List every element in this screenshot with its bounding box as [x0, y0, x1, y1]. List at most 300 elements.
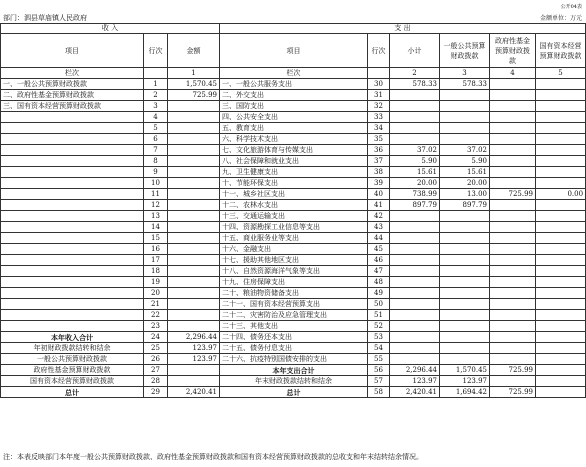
col-header-state: 国有资本经营预算财政拨款: [536, 34, 586, 68]
expense-subtotal: [390, 112, 440, 123]
table-row: [1, 266, 586, 277]
expense-general: 37.02: [440, 145, 490, 156]
expense-fund: 725.99: [490, 365, 536, 376]
col-index-row: [1, 68, 586, 79]
income-row-no: 22: [144, 310, 168, 321]
expense-general: [440, 123, 490, 134]
income-row-no: 9: [144, 167, 168, 178]
expense-subtotal: [390, 332, 440, 343]
income-row-no: 15: [144, 233, 168, 244]
expense-state: 0.00: [536, 189, 586, 200]
expense-state: [536, 299, 586, 310]
col-header-fund: 政府性基金预算财政拨款: [490, 34, 536, 68]
expense-fund: [490, 233, 536, 244]
expense-subtotal: [390, 321, 440, 332]
expense-fund: [490, 222, 536, 233]
expense-fund: [490, 167, 536, 178]
income-amount: [168, 321, 220, 332]
expense-fund: [490, 101, 536, 112]
col-header-general: 一般公共预算财政拨款: [440, 34, 490, 68]
expense-general: [440, 332, 490, 343]
income-item: [1, 134, 144, 145]
expense-item: 四、公共安全支出: [220, 112, 368, 123]
income-item: [1, 321, 144, 332]
expense-subtotal: 2,296.44: [390, 365, 440, 376]
income-row-no: 3: [144, 101, 168, 112]
expense-fund: [490, 299, 536, 310]
col-header-subtotal: 小计: [390, 34, 440, 68]
income-row-no: 1: [144, 79, 168, 90]
table-row: [1, 123, 586, 134]
income-amount: [168, 156, 220, 167]
expense-subtotal: [390, 343, 440, 354]
income-amount: [168, 266, 220, 277]
expense-state: [536, 310, 586, 321]
col-index-subtotal: 2: [390, 68, 440, 79]
expense-item: 二十、粮油物资储备支出: [220, 288, 368, 299]
income-item: [1, 255, 144, 266]
expense-general: [440, 244, 490, 255]
expense-state: [536, 211, 586, 222]
expense-subtotal: 5.90: [390, 156, 440, 167]
expense-general: 1,694.42: [440, 387, 490, 398]
expense-item: 二十四、债务还本支出: [220, 332, 368, 343]
income-item: [1, 211, 144, 222]
expense-item: 二十二、灾害防治及应急管理支出: [220, 310, 368, 321]
expense-row-no: 58: [368, 387, 390, 398]
expense-item: 十五、商业服务业等支出: [220, 233, 368, 244]
expense-state: [536, 332, 586, 343]
expense-item: 十九、住房保障支出: [220, 277, 368, 288]
expense-item: 七、文化旅游体育与传媒支出: [220, 145, 368, 156]
table-row: [1, 354, 586, 365]
expense-fund: [490, 244, 536, 255]
expense-fund: [490, 310, 536, 321]
col-index-blank: [368, 68, 390, 79]
expense-row-no: 40: [368, 189, 390, 200]
expense-item: 十三、交通运输支出: [220, 211, 368, 222]
income-item: [1, 200, 144, 211]
expense-item: 十一、城乡社区支出: [220, 189, 368, 200]
table-row: [1, 90, 586, 101]
income-row-no: 2: [144, 90, 168, 101]
income-row-no: 21: [144, 299, 168, 310]
income-amount: [168, 277, 220, 288]
expense-item: 一、一般公共服务支出: [220, 79, 368, 90]
col-index-general: 3: [440, 68, 490, 79]
table-row: [1, 156, 586, 167]
expense-subtotal: [390, 101, 440, 112]
expense-state: [536, 266, 586, 277]
expense-row-no: 36: [368, 145, 390, 156]
col-index-blank: [144, 68, 168, 79]
income-amount: [168, 134, 220, 145]
expense-fund: [490, 79, 536, 90]
expense-state: [536, 156, 586, 167]
expense-subtotal: [390, 299, 440, 310]
expense-item: 九、卫生健康支出: [220, 167, 368, 178]
income-row-no: 6: [144, 134, 168, 145]
budget-table: [0, 23, 586, 398]
col-header-exp-row: 行次: [368, 34, 390, 68]
expense-row-no: 51: [368, 310, 390, 321]
income-item: [1, 167, 144, 178]
income-amount: [168, 123, 220, 134]
expense-fund: [490, 321, 536, 332]
unit-label: 金额单位：万元: [539, 15, 582, 22]
income-amount: [168, 244, 220, 255]
expense-row-no: 31: [368, 90, 390, 101]
table-row: [1, 112, 586, 123]
expense-state: [536, 222, 586, 233]
expense-general: [440, 101, 490, 112]
expense-item: 二、外交支出: [220, 90, 368, 101]
expense-row-no: 47: [368, 266, 390, 277]
expense-fund: 725.99: [490, 189, 536, 200]
income-item: 国有资本经营预算财政拨款: [1, 376, 144, 387]
expense-subtotal: [390, 266, 440, 277]
income-amount: 1,570.45: [168, 79, 220, 90]
expense-general: [440, 266, 490, 277]
department-label: 部门：泗县草庙镇人民政府: [3, 14, 87, 22]
income-item: [1, 310, 144, 321]
expense-fund: [490, 90, 536, 101]
income-amount: [168, 376, 220, 387]
expense-general: [440, 321, 490, 332]
income-item: [1, 233, 144, 244]
income-row-no: 7: [144, 145, 168, 156]
expense-item: 十二、农林水支出: [220, 200, 368, 211]
expense-general: [440, 288, 490, 299]
table-row: [1, 79, 586, 90]
table-row: [1, 376, 586, 387]
income-row-no: 10: [144, 178, 168, 189]
income-row-no: 4: [144, 112, 168, 123]
expense-general: 5.90: [440, 156, 490, 167]
expense-fund: [490, 123, 536, 134]
income-row-no: 13: [144, 211, 168, 222]
income-item: 二、政府性基金预算财政拨款: [1, 90, 144, 101]
income-row-no: 28: [144, 376, 168, 387]
expense-general: [440, 211, 490, 222]
income-amount: 2,296.44: [168, 332, 220, 343]
col-header-item: 项目: [1, 34, 144, 68]
expense-row-no: 48: [368, 277, 390, 288]
expense-state: [536, 321, 586, 332]
table-row: [1, 244, 586, 255]
income-item: [1, 156, 144, 167]
table-row: [1, 101, 586, 112]
expense-subtotal: 20.00: [390, 178, 440, 189]
expense-subtotal: [390, 310, 440, 321]
expense-fund: [490, 178, 536, 189]
income-item: [1, 123, 144, 134]
expense-subtotal: [390, 277, 440, 288]
income-item: [1, 222, 144, 233]
income-amount: [168, 255, 220, 266]
income-item: 年初财政拨款结转和结余: [1, 343, 144, 354]
table-row: [1, 321, 586, 332]
expense-state: [536, 112, 586, 123]
expense-subtotal: [390, 222, 440, 233]
expense-state: [536, 167, 586, 178]
expense-subtotal: 15.61: [390, 167, 440, 178]
income-item: 本年收入合计: [1, 332, 144, 343]
expense-subtotal: 738.99: [390, 189, 440, 200]
income-row-no: 25: [144, 343, 168, 354]
expense-row-no: 33: [368, 112, 390, 123]
expense-subtotal: [390, 211, 440, 222]
expense-item: 二十五、债务付息支出: [220, 343, 368, 354]
income-amount: [168, 101, 220, 112]
expense-row-no: 43: [368, 222, 390, 233]
expense-subtotal: 897.79: [390, 200, 440, 211]
table-row: [1, 365, 586, 376]
expense-row-no: 56: [368, 365, 390, 376]
expense-subtotal: 123.97: [390, 376, 440, 387]
expense-row-no: 45: [368, 244, 390, 255]
income-amount: [168, 299, 220, 310]
expense-state: [536, 134, 586, 145]
expense-general: 20.00: [440, 178, 490, 189]
expense-item: 二十六、抗疫特别国债安排的支出: [220, 354, 368, 365]
expense-fund: [490, 134, 536, 145]
table-note: 注：本表反映部门本年度一般公共预算财政拨款、政府性基金预算财政拨款和国有资本经营预算财政拨款的总收支和年末结转结余情况。: [3, 453, 423, 461]
expense-state: [536, 365, 586, 376]
expense-general: [440, 299, 490, 310]
income-row-no: 11: [144, 189, 168, 200]
income-amount: [168, 178, 220, 189]
expense-fund: [490, 354, 536, 365]
expense-general: [440, 222, 490, 233]
income-item: [1, 277, 144, 288]
expense-state: [536, 101, 586, 112]
expense-row-no: 37: [368, 156, 390, 167]
expense-fund: [490, 332, 536, 343]
expense-fund: [490, 145, 536, 156]
expense-subtotal: [390, 233, 440, 244]
expense-item: 三、国防支出: [220, 101, 368, 112]
expense-subtotal: 2,420.41: [390, 387, 440, 398]
income-section-header: 收 入: [1, 24, 220, 34]
expense-item: 六、科学技术支出: [220, 134, 368, 145]
income-amount: [168, 145, 220, 156]
income-amount: [168, 189, 220, 200]
section-header-row: [1, 24, 586, 34]
expense-fund: 725.99: [490, 387, 536, 398]
income-amount: 2,420.41: [168, 387, 220, 398]
expense-subtotal: [390, 134, 440, 145]
expense-row-no: 42: [368, 211, 390, 222]
table-row: [1, 277, 586, 288]
expense-general: 897.79: [440, 200, 490, 211]
income-item: [1, 178, 144, 189]
income-item: 一般公共预算财政拨款: [1, 354, 144, 365]
expense-item: 二十三、其他支出: [220, 321, 368, 332]
income-item: 政府性基金预算财政拨款: [1, 365, 144, 376]
table-row: [1, 332, 586, 343]
income-item: 一、一般公共预算财政拨款: [1, 79, 144, 90]
expense-fund: [490, 277, 536, 288]
income-item: [1, 112, 144, 123]
expense-general: 15.61: [440, 167, 490, 178]
income-row-no: 29: [144, 387, 168, 398]
income-amount: [168, 233, 220, 244]
income-row-no: 20: [144, 288, 168, 299]
expense-row-no: 34: [368, 123, 390, 134]
expense-state: [536, 387, 586, 398]
table-row: [1, 255, 586, 266]
income-item: [1, 145, 144, 156]
income-row-no: 19: [144, 277, 168, 288]
table-row: [1, 233, 586, 244]
expense-general: [440, 134, 490, 145]
expense-item: 十、节能环保支出: [220, 178, 368, 189]
expense-state: [536, 288, 586, 299]
expense-state: [536, 354, 586, 365]
expense-state: [536, 277, 586, 288]
col-index-exp-label: 栏次: [220, 68, 368, 79]
expense-row-no: 55: [368, 354, 390, 365]
table-row: [1, 222, 586, 233]
expense-row-no: 32: [368, 101, 390, 112]
income-item: [1, 288, 144, 299]
income-item: [1, 244, 144, 255]
table-row: [1, 288, 586, 299]
expense-section-header: 支 出: [220, 24, 586, 34]
table-row: [1, 200, 586, 211]
expense-general: [440, 90, 490, 101]
expense-row-no: 35: [368, 134, 390, 145]
expense-item: 五、教育支出: [220, 123, 368, 134]
expense-general: 13.00: [440, 189, 490, 200]
expense-row-no: 30: [368, 79, 390, 90]
expense-state: [536, 255, 586, 266]
income-amount: [168, 310, 220, 321]
expense-row-no: 39: [368, 178, 390, 189]
expense-row-no: 38: [368, 167, 390, 178]
income-amount: [168, 167, 220, 178]
expense-fund: [490, 112, 536, 123]
expense-row-no: 54: [368, 343, 390, 354]
expense-item: 二十一、国有资本经营预算支出: [220, 299, 368, 310]
income-row-no: 17: [144, 255, 168, 266]
expense-general: 123.97: [440, 376, 490, 387]
table-row: [1, 387, 586, 398]
income-amount: 725.99: [168, 90, 220, 101]
income-row-no: 12: [144, 200, 168, 211]
expense-general: 578.33: [440, 79, 490, 90]
expense-item: 总计: [220, 387, 368, 398]
income-row-no: 27: [144, 365, 168, 376]
income-amount: [168, 222, 220, 233]
income-amount: [168, 211, 220, 222]
expense-subtotal: [390, 255, 440, 266]
income-item: [1, 299, 144, 310]
expense-item: 十七、援助其他地区支出: [220, 255, 368, 266]
expense-general: [440, 354, 490, 365]
expense-state: [536, 244, 586, 255]
table-row: [1, 211, 586, 222]
table-row: [1, 189, 586, 200]
expense-fund: [490, 211, 536, 222]
table-row: [1, 178, 586, 189]
income-amount: [168, 200, 220, 211]
expense-row-no: 57: [368, 376, 390, 387]
table-row: [1, 167, 586, 178]
income-amount: 123.97: [168, 354, 220, 365]
expense-fund: [490, 266, 536, 277]
expense-state: [536, 178, 586, 189]
expense-fund: [490, 200, 536, 211]
expense-item: 十四、资源勘探工业信息等支出: [220, 222, 368, 233]
income-row-no: 23: [144, 321, 168, 332]
income-amount: [168, 288, 220, 299]
expense-fund: [490, 343, 536, 354]
income-row-no: 5: [144, 123, 168, 134]
table-row: [1, 343, 586, 354]
expense-row-no: 49: [368, 288, 390, 299]
col-header-exp-item: 项目: [220, 34, 368, 68]
expense-fund: [490, 288, 536, 299]
income-row-no: 14: [144, 222, 168, 233]
expense-general: 1,570.45: [440, 365, 490, 376]
income-amount: [168, 365, 220, 376]
expense-general: [440, 255, 490, 266]
expense-fund: [490, 376, 536, 387]
expense-state: [536, 233, 586, 244]
expense-row-no: 52: [368, 321, 390, 332]
expense-item: 年末财政拨款结转和结余: [220, 376, 368, 387]
expense-subtotal: 37.02: [390, 145, 440, 156]
col-index-label: 栏次: [1, 68, 144, 79]
income-row-no: 8: [144, 156, 168, 167]
income-item: [1, 189, 144, 200]
expense-state: [536, 200, 586, 211]
expense-general: [440, 233, 490, 244]
expense-item: 八、社会保障和就业支出: [220, 156, 368, 167]
expense-subtotal: 578.33: [390, 79, 440, 90]
table-row: [1, 145, 586, 156]
expense-state: [536, 343, 586, 354]
expense-subtotal: [390, 288, 440, 299]
income-row-no: 18: [144, 266, 168, 277]
col-index-amount: 1: [168, 68, 220, 79]
col-header-row: 行次: [144, 34, 168, 68]
expense-item: 十八、自然资源海洋气象等支出: [220, 266, 368, 277]
expense-state: [536, 123, 586, 134]
expense-fund: [490, 255, 536, 266]
expense-subtotal: [390, 354, 440, 365]
col-header-amount: 金额: [168, 34, 220, 68]
expense-row-no: 50: [368, 299, 390, 310]
income-item: 三、国有资本经营预算财政拨款: [1, 101, 144, 112]
table-row: [1, 134, 586, 145]
expense-general: [440, 112, 490, 123]
income-amount: 123.97: [168, 343, 220, 354]
expense-row-no: 41: [368, 200, 390, 211]
income-item: 总计: [1, 387, 144, 398]
income-row-no: 26: [144, 354, 168, 365]
expense-state: [536, 376, 586, 387]
expense-state: [536, 145, 586, 156]
col-index-state: 5: [536, 68, 586, 79]
income-amount: [168, 112, 220, 123]
expense-row-no: 46: [368, 255, 390, 266]
expense-item: 十六、金融支出: [220, 244, 368, 255]
expense-row-no: 53: [368, 332, 390, 343]
income-row-no: 16: [144, 244, 168, 255]
